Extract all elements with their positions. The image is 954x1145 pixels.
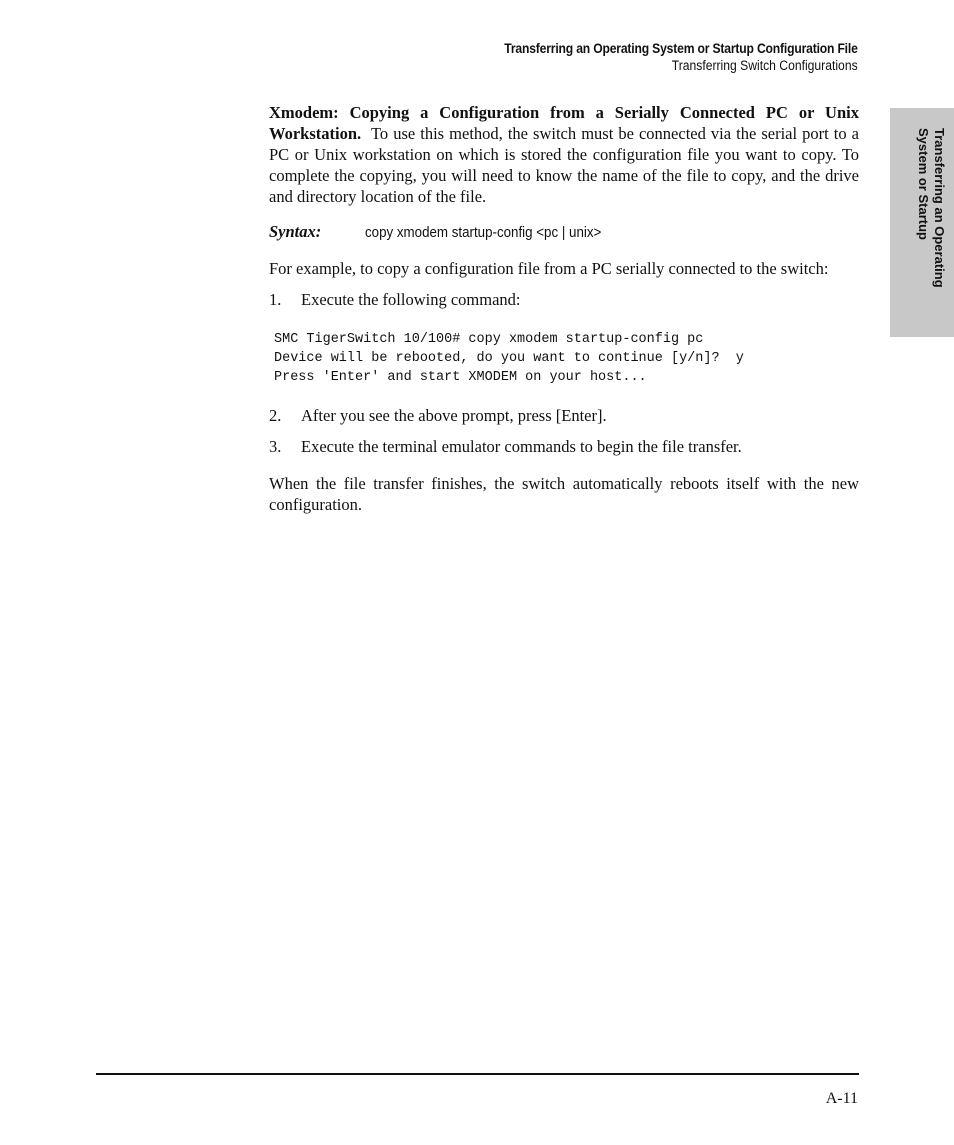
running-header [465,40,858,74]
section-heading: Xmodem: Copying a Configuration from a Serially Connected PC or Unix Workstation. [269,103,859,143]
code-line: SMC TigerSwitch 10/100# copy xmodem startup-config pc [274,332,704,347]
main-content [269,102,859,515]
step-text: Execute the terminal emulator commands to begin the file transfer. [301,437,742,456]
syntax-command: copy xmodem startup-config <pc | unix> [365,225,602,241]
side-tab-text [915,128,947,328]
header-subtitle: Transferring Switch Configurations [672,58,858,73]
step-item [269,436,859,457]
code-line: Press 'Enter' and start XMODEM on your host... [274,370,647,385]
closing-paragraph: When the file transfer finishes, the switch automatically reboots itself with the new configuration. [269,474,859,514]
page-number: A-11 [825,1090,858,1107]
intro-paragraph [269,102,859,207]
side-tab-line-2: System or Startup [916,128,931,240]
chapter-side-tab [890,108,954,337]
step-number: 1. [269,290,282,309]
footer-divider [96,1073,859,1075]
code-block [274,330,859,387]
example-paragraph: For example, to copy a configuration file from a PC serially connected to the switch: [269,259,829,278]
step-item [269,289,859,310]
step-text: Execute the following command: [301,290,521,309]
syntax-line [269,221,859,244]
code-line: Device will be rebooted, do you want to continue [y/n]? y [274,351,744,366]
step-number: 2. [269,406,282,425]
step-text: After you see the above prompt, press [Enter]. [301,406,607,425]
step-item [269,405,859,426]
step-number: 3. [269,437,282,456]
syntax-label: Syntax: [269,222,322,241]
side-tab-line-1: Transferring an Operating [932,128,947,288]
header-title: Transferring an Operating System or Startup Configuration File [504,41,858,56]
intro-body: To use this method, the switch must be connected via the serial port to a PC or Unix workstation on which is stored the configuration file you want to copy. To complete the copying, you will need to know the name of the file to copy, and the drive and directory location of the file. [269,124,859,206]
